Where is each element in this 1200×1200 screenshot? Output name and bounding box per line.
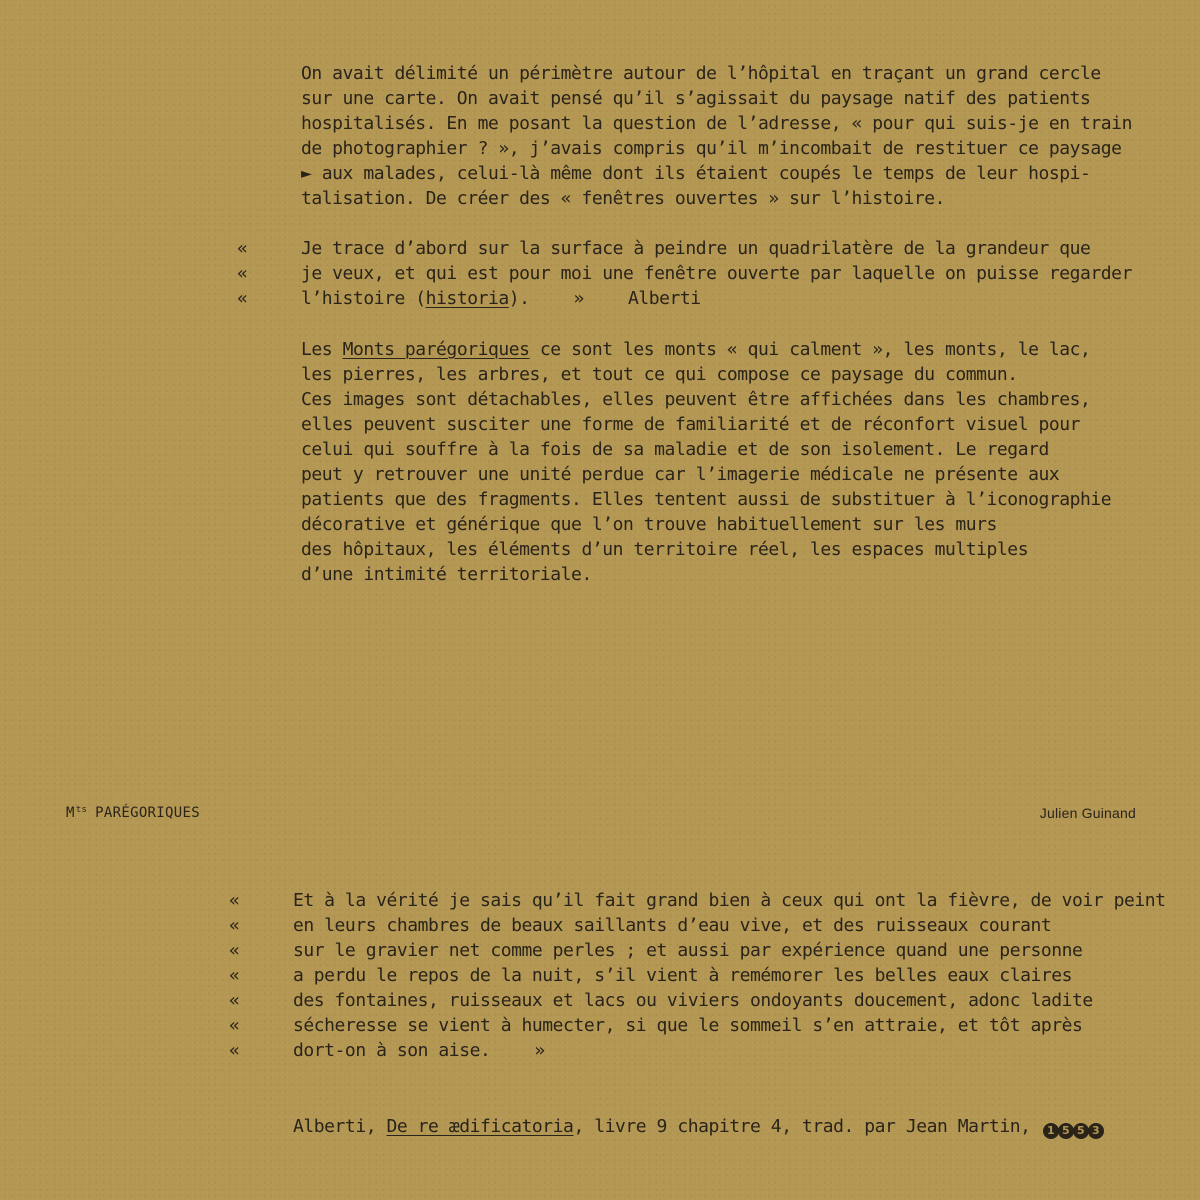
text-line: patients que des fragments. Elles tentent aussi de substituer à l’iconographie: [301, 489, 1112, 510]
close-quote-mark: »: [534, 1040, 545, 1061]
quote-line: [237, 236, 1132, 261]
year-digit: 5: [1073, 1123, 1089, 1139]
quote-line: [229, 963, 1166, 988]
quote-text: je veux, et qui est pour moi une fenêtre ouverte par laquelle on puisse regarder: [301, 263, 1132, 284]
close-quote-mark: »: [573, 288, 584, 309]
monts-paregoriques-link[interactable]: Monts parégoriques: [342, 339, 530, 360]
text-line: celui qui souffre à la fois de sa maladie et de son isolement. Le regard: [301, 439, 1049, 460]
series-prefix: M: [66, 805, 75, 821]
citation-line: [293, 1114, 1103, 1139]
series-superscript: ts: [75, 805, 88, 815]
open-quote-mark: «: [229, 890, 240, 911]
quote-text: ).: [508, 288, 530, 309]
open-quote-mark: «: [229, 1015, 240, 1036]
open-quote-mark: «: [237, 263, 248, 284]
open-quote-mark: «: [229, 940, 240, 961]
quote-text: sur le gravier net comme perles ; et aussi par expérience quand une personne: [293, 940, 1083, 961]
text-line: peut y retrouver une unité perdue car l’imagerie médicale ne présente aux: [301, 464, 1060, 485]
open-quote-mark: «: [237, 288, 248, 309]
quote-text: Je trace d’abord sur la surface à peindre un quadrilatère de la grandeur que: [301, 238, 1091, 259]
year-digit: 1: [1043, 1123, 1059, 1139]
quote-line: [229, 913, 1166, 938]
text-line: sur une carte. On avait pensé qu’il s’agissait du paysage natif des patients: [301, 88, 1091, 109]
text-line: On avait délimité un périmètre autour de l’hôpital en traçant un grand cercle: [301, 63, 1101, 84]
text-fragment: Les: [301, 339, 343, 360]
author-name: Julien Guinand: [1039, 805, 1136, 821]
quote-text: des fontaines, ruisseaux et lacs ou viviers ondoyants doucement, adonc ladite: [293, 990, 1093, 1011]
quote-line: [229, 938, 1166, 963]
text-line: elles peuvent susciter une forme de familiarité et de réconfort visuel pour: [301, 414, 1081, 435]
quote-line: [229, 888, 1166, 913]
text-line: [301, 337, 1111, 362]
quote-text: sécheresse se vient à humecter, si que le sommeil s’en attraie, et tôt après: [293, 1015, 1083, 1036]
intro-paragraph: [301, 61, 1132, 211]
citation-details: , livre 9 chapitre 4, trad. par Jean Martin,: [573, 1116, 1041, 1137]
citation-author: Alberti,: [293, 1116, 387, 1137]
text-line: des hôpitaux, les éléments d’un territoire réel, les espaces multiples: [301, 539, 1029, 560]
open-quote-mark: «: [237, 238, 248, 259]
text-line: décorative et générique que l’on trouve habituellement sur les murs: [301, 514, 997, 535]
quote-line: [237, 261, 1132, 286]
text-line: talisation. De créer des « fenêtres ouvertes » sur l’histoire.: [301, 188, 945, 209]
work-title-link[interactable]: De re ædificatoria: [386, 1116, 574, 1137]
quote-text: a perdu le repos de la nuit, s’il vient à remémorer les belles eaux claires: [293, 965, 1073, 986]
quote-author: Alberti: [627, 288, 701, 309]
quote-text: l’histoire (: [301, 288, 426, 309]
quote-line: [229, 1038, 1166, 1063]
quote-text: dort-on à son aise.: [293, 1040, 491, 1061]
quote-line: [229, 988, 1166, 1013]
citation: [293, 1114, 1103, 1139]
year-badge: [1043, 1116, 1103, 1141]
year-digit: 5: [1058, 1123, 1074, 1139]
text-line: hospitalisés. En me posant la question de l’adresse, « pour qui suis-je en train: [301, 113, 1132, 134]
text-line: Ces images sont détachables, elles peuvent être affichées dans les chambres,: [301, 389, 1091, 410]
series-name: PARÉGORIQUES: [95, 805, 200, 821]
open-quote-mark: «: [229, 915, 240, 936]
text-fragment: ce sont les monts « qui calment », les monts, le lac,: [529, 339, 1091, 360]
alberti-window-quote: [237, 236, 1132, 311]
text-line: les pierres, les arbres, et tout ce qui compose ce paysage du commun.: [301, 364, 1018, 385]
quote-text: en leurs chambres de beaux saillants d’eau vive, et des ruisseaux courant: [293, 915, 1052, 936]
open-quote-mark: «: [229, 990, 240, 1011]
fever-quote: [229, 888, 1166, 1063]
open-quote-mark: «: [229, 965, 240, 986]
open-quote-mark: «: [229, 1040, 240, 1061]
text-line: de photographier ? », j’avais compris qu’il m’incombait de restituer ce paysage: [301, 138, 1122, 159]
text-line: d’une intimité territoriale.: [301, 564, 592, 585]
quote-line: [229, 1013, 1166, 1038]
quote-line: [237, 286, 1132, 311]
text-line: ► aux malades, celui-là même dont ils étaient coupés le temps de leur hospi-: [301, 163, 1091, 184]
year-digit: 3: [1088, 1123, 1104, 1139]
quote-text: Et à la vérité je sais qu’il fait grand bien à ceux qui ont la fièvre, de voir peint: [293, 890, 1166, 911]
historia-link[interactable]: historia: [425, 288, 509, 309]
series-title: [66, 805, 200, 821]
monts-paragraph: [301, 337, 1111, 587]
